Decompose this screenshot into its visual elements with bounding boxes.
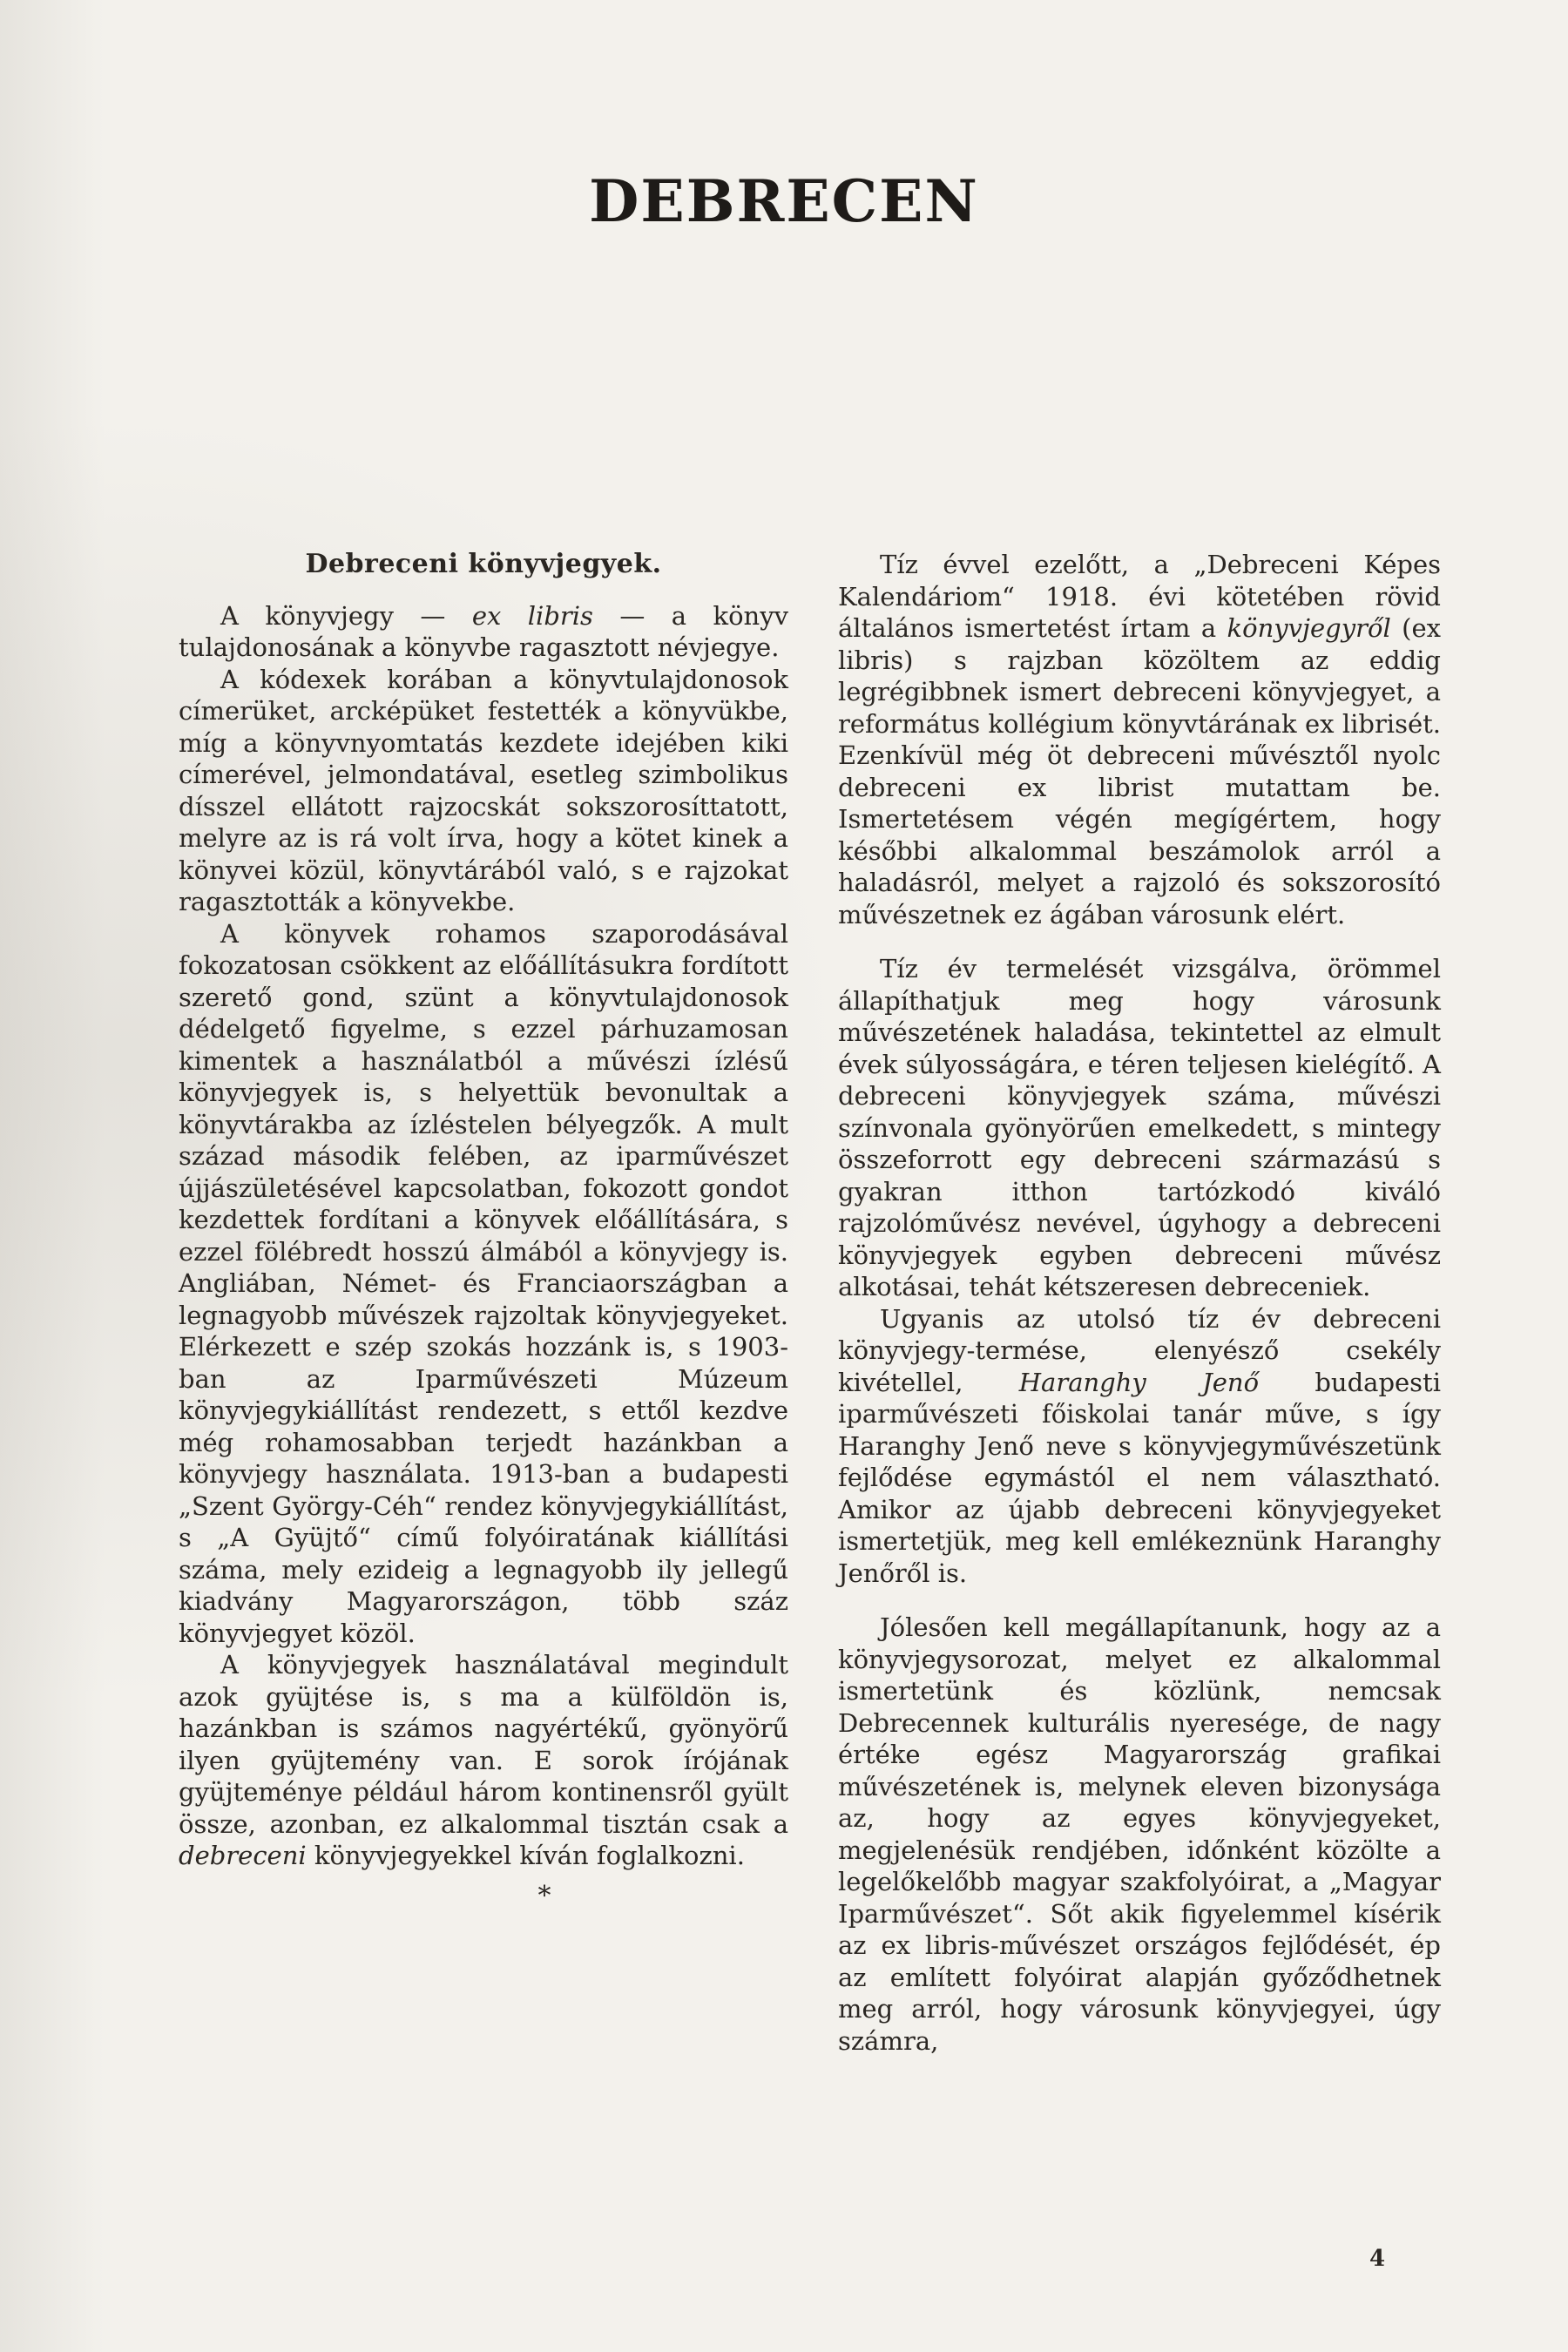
section-separator: * (537, 1880, 551, 1911)
text-run: A könyvjegyek használatával megindult azok gyüjtése is, s ma a külföldön is, hazánkban is számos nagyértékű, gyönyörű ilyen gyüjtemény van. E sorok írójának gyüjteménye például három kontinensről gyült össze, azonban, ez alkalommal tisztán csak a (179, 1650, 788, 1839)
right-column (838, 549, 1441, 2057)
paragraph-8: Jólesően kell megállapítanunk, hogy az a könyvjegysorozat, melyet ez alkalommal ismertetünk és közlünk, nemcsak Debrecennek kulturális nyeresége, de nagy értéke egész Magyarország grafikai művészetének is, melynek eleven bizonysága az, hogy az egyes könyvjegyeket, megjelenésük rendjében, időnként közölte a legelőkelőbb magyar szakfolyóirat, a „Magyar Iparművészet“. Sőt akik figyelemmel kísérik az ex libris-művészet országos fejlődését, ép az említett folyóirat alapján győződhetnek meg arról, hogy városunk könyvjegyei, úgy számra, (838, 1612, 1441, 2056)
italic-term: könyvjegyről (1227, 613, 1391, 643)
italic-term: ex libris (471, 600, 593, 631)
paragraph-4 (179, 1649, 788, 1872)
text-run: könyvjegyekkel kíván foglalkozni. (306, 1841, 745, 1870)
page-number: 4 (1369, 2246, 1386, 2272)
page-title: DEBRECEN (589, 167, 979, 235)
left-column (179, 549, 788, 1912)
italic-term: debreceni (179, 1841, 307, 1870)
paragraph-1 (179, 600, 788, 664)
text-run: (ex libris) s rajzban közöltem az eddig legrégibbnek ismert debreceni könyvjegyet, a református kollégium könyvtárának ex librisét. Ezenkívül még öt debreceni művésztől nyolc debreceni ex librist mutattam be. Ismertetésem végén megígértem, hogy későbbi alkalommal beszámolok arról a haladásról, melyet a rajzoló és sokszorosító művészetnek ez ágában városunk elért. (838, 613, 1441, 929)
paragraph-3: A könyvek rohamos szaporodásával fokozatosan csökkent az előállításukra fordított szerető gond, szünt a könyvtulajdonosok dédelgető figyelme, s ezzel párhuzamosan kimentek a használatból a művészi ízlésű könyvjegyek is, s helyettük bevonultak a könyvtárakba az ízléstelen bélyegzők. A mult század második felében, az iparművészet újjászületésével kapcsolatban, fokozott gondot kezdettek fordítani a könyvek előállítására, s ezzel fölébredt hosszú álmából a könyvjegy is. Angliában, Német- és Franciaországban a legnagyobb művészek rajzoltak könyvjegyeket. Elérkezett e szép szokás hozzánk is, s 1903-ban az Iparművészeti Múzeum könyvjegykiállítást rendezett, s ettől kezdve még rohamosabban terjedt hazánkban a könyvjegy használata. 1913-ban a budapesti „Szent György-Céh“ rendez könyvjegykiállítást, s „A Gyüjtő“ című folyóiratának kiállítási száma, mely ezideig a legnagyobb ily jellegű kiadvány Magyarországon, több száz könyvjegyet közöl. (179, 918, 788, 1648)
text-run: Ugyanis az utolsó tíz év debreceni könyvjegy-termése, elenyésző csekély kivétellel, (838, 1303, 1441, 1397)
italic-name: Haranghy Jenő (1018, 1367, 1260, 1397)
text-run: budapesti iparművészeti főiskolai tanár műve, s így Haranghy Jenő neve s könyvjegyművészetünk fejlődése egymástól el nem választható. Amikor az újabb debreceni könyvjegyeket ismertetjük, meg kell emlékeznünk Haranghy Jenőről is. (838, 1367, 1441, 1588)
text-run: — a könyv tulajdonosának a könyvbe ragasztott névjegye. (179, 600, 788, 662)
paragraph-6: Tíz év termelését vizsgálva, örömmel állapíthatjuk meg hogy városunk művészetének haladása, tekintettel az elmult évek súlyosságára, e téren teljesen kielégítő. A debreceni könyvjegyek száma, művészi színvonala gyönyörűen emelkedett, s mintegy összeforrott egy debreceni származású s gyakran itthon tartózkodó kiváló rajzolóművész nevével, úgyhogy a debreceni könyvjegyek egyben debreceni művész alkotásai, tehát kétszeresen debreceniek. (838, 954, 1441, 1301)
section-heading: Debreceni könyvjegyek. (305, 549, 662, 579)
paragraph-2: A kódexek korában a könyvtulajdonosok címerüket, arcképüket festették a könyvükbe, míg a könyvnyomtatás kezdete idejében kiki címerével, jelmondatával, esetleg szimbolikus dísszel ellátott rajzocskát sokszorosíttatott, melyre az is rá volt írva, hogy a kötet kinek a könyvei közül, könyvtárából való, s e rajzokat ragasztották a könyvekbe. (179, 664, 788, 916)
paragraph-5 (838, 549, 1441, 930)
text-run: Tíz évvel ezelőtt, a „Debreceni Képes Kalendáriom“ 1918. évi kötetében rövid általános ismertetést írtam a (838, 550, 1441, 643)
text-run: A könyvjegy — (220, 600, 472, 631)
paragraph-7 (838, 1303, 1441, 1590)
